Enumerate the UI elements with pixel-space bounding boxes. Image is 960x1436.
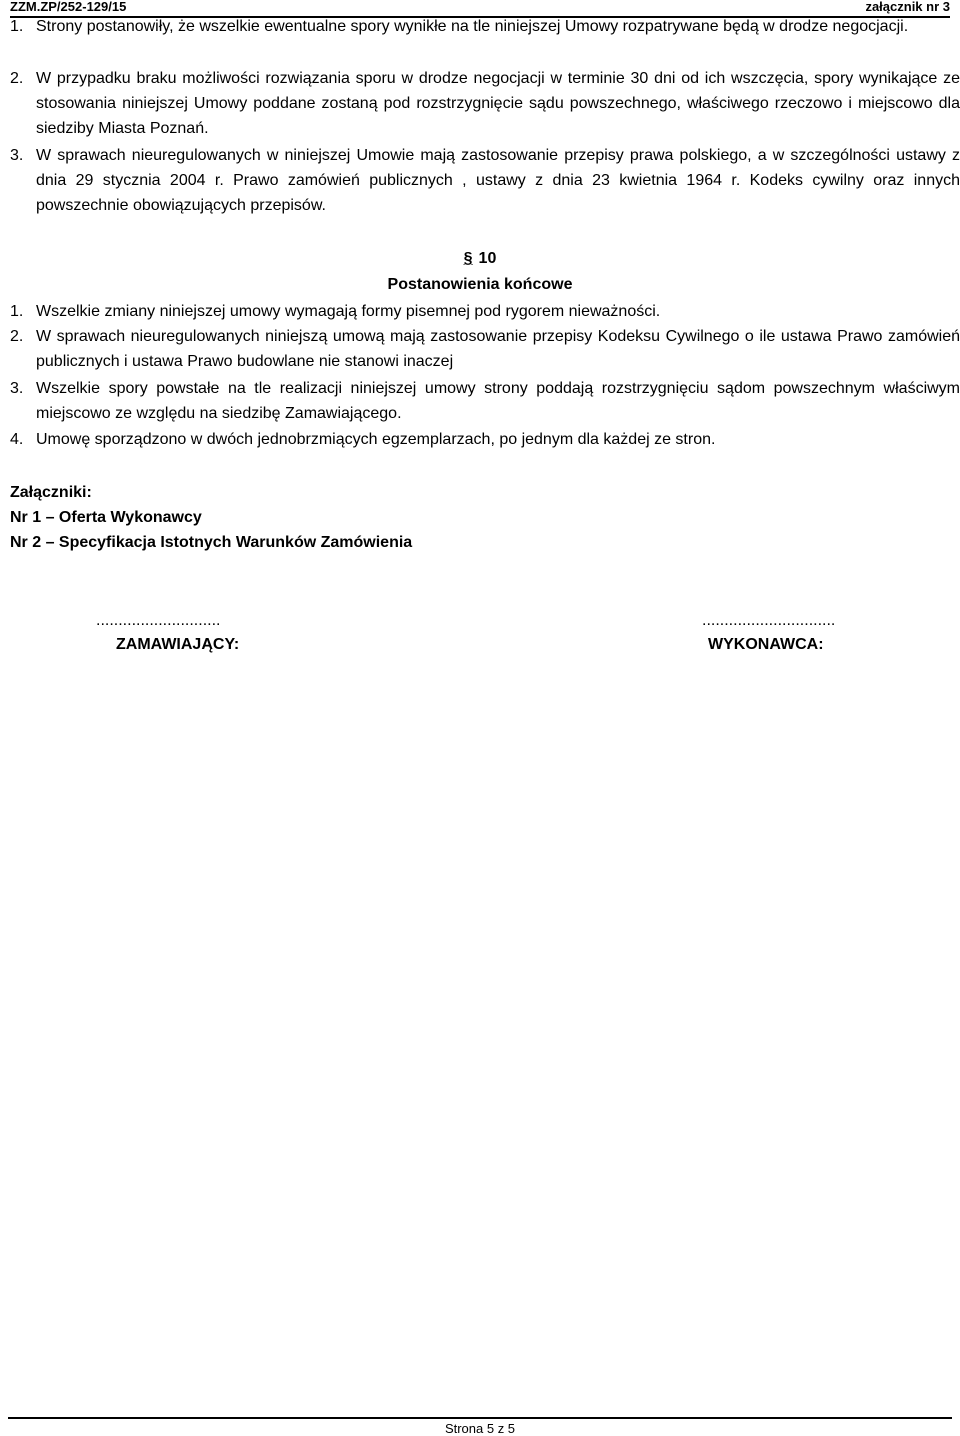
final-item-3 (10, 376, 960, 426)
signature-line: .............................. (702, 612, 836, 629)
attachment-item-2: Nr 2 – Specyfikacja Istotnych Warunków Zamówienia (10, 534, 413, 551)
section-number-value: 10 (478, 250, 497, 267)
document-reference: ZZM.ZP/252-129/15 (10, 0, 127, 14)
item-text: W przypadku braku możliwości rozwiązania sporu w drodze negocjacji w terminie 30 dni od ich wszczęcia, spory wynikające ze stosowania niniejszej Umowy poddane zostaną pod rozstrzygnięcie sądu powszechnego, właściwego rzeczowo i miejscowo dla siedziby Miasta Poznań. (36, 70, 960, 137)
attachment-item-1: Nr 1 – Oferta Wykonawcy (10, 509, 202, 526)
section-number (0, 248, 960, 270)
attachments-heading: Załączniki: (10, 484, 92, 501)
final-item-1 (10, 299, 960, 324)
item-number: 3. (10, 380, 24, 397)
section-title: Postanowienia końcowe (387, 276, 573, 293)
page-number: Strona 5 z 5 (444, 1421, 516, 1436)
attachment-label: załącznik nr 3 (865, 0, 950, 14)
final-item-4 (10, 427, 960, 452)
footer-divider (8, 1417, 952, 1419)
signature-wykonawca (702, 610, 835, 656)
item-number: 1. (10, 18, 24, 35)
item-number: 3. (10, 147, 24, 164)
item-text: Wszelkie zmiany niniejszej umowy wymagają formy pisemnej pod rygorem nieważności. (36, 303, 661, 320)
section-symbol: § (463, 250, 473, 267)
top-item-1 (10, 14, 960, 39)
item-number: 1. (10, 303, 24, 320)
item-text: Umowę sporządzono w dwóch jednobrzmiących egzemplarzach, po jednym dla każdej ze stron. (36, 431, 716, 448)
final-item-2 (10, 324, 960, 374)
top-item-3 (10, 143, 960, 218)
signature-role: ZAMAWIAJĄCY: (116, 636, 240, 653)
item-number: 4. (10, 431, 24, 448)
signature-zamawiajacy (96, 610, 239, 656)
item-text: Strony postanowiły, że wszelkie ewentualne spory wynikłe na tle niniejszej Umowy rozpatrywane będą w drodze negocjacji. (36, 18, 909, 35)
signature-line: ............................ (96, 612, 221, 629)
item-number: 2. (10, 70, 24, 87)
item-text: W sprawach nieuregulowanych niniejszą umową mają zastosowanie przepisy Kodeksu Cywilnego o ile ustawa Prawo zamówień publicznych i ustawa Prawo budowlane nie stanowi inaczej (36, 328, 960, 370)
item-number: 2. (10, 328, 24, 345)
signature-role: WYKONAWCA: (708, 636, 824, 653)
top-item-2 (10, 66, 960, 141)
item-text: Wszelkie spory powstałe na tle realizacji niniejszej umowy strony poddają rozstrzygnięciu sądom powszechnym właściwym miejscowo ze względu na siedzibę Zamawiającego. (36, 380, 960, 422)
item-text: W sprawach nieuregulowanych w niniejszej Umowie mają zastosowanie przepisy prawa polskiego, a w szczególności ustawy z dnia 29 stycznia 2004 r. Prawo zamówień publicznych , ustawy z dnia 23 kwietnia 1964 r. Kodeks cywilny oraz innych powszechnie obowiązujących przepisów. (36, 147, 960, 214)
